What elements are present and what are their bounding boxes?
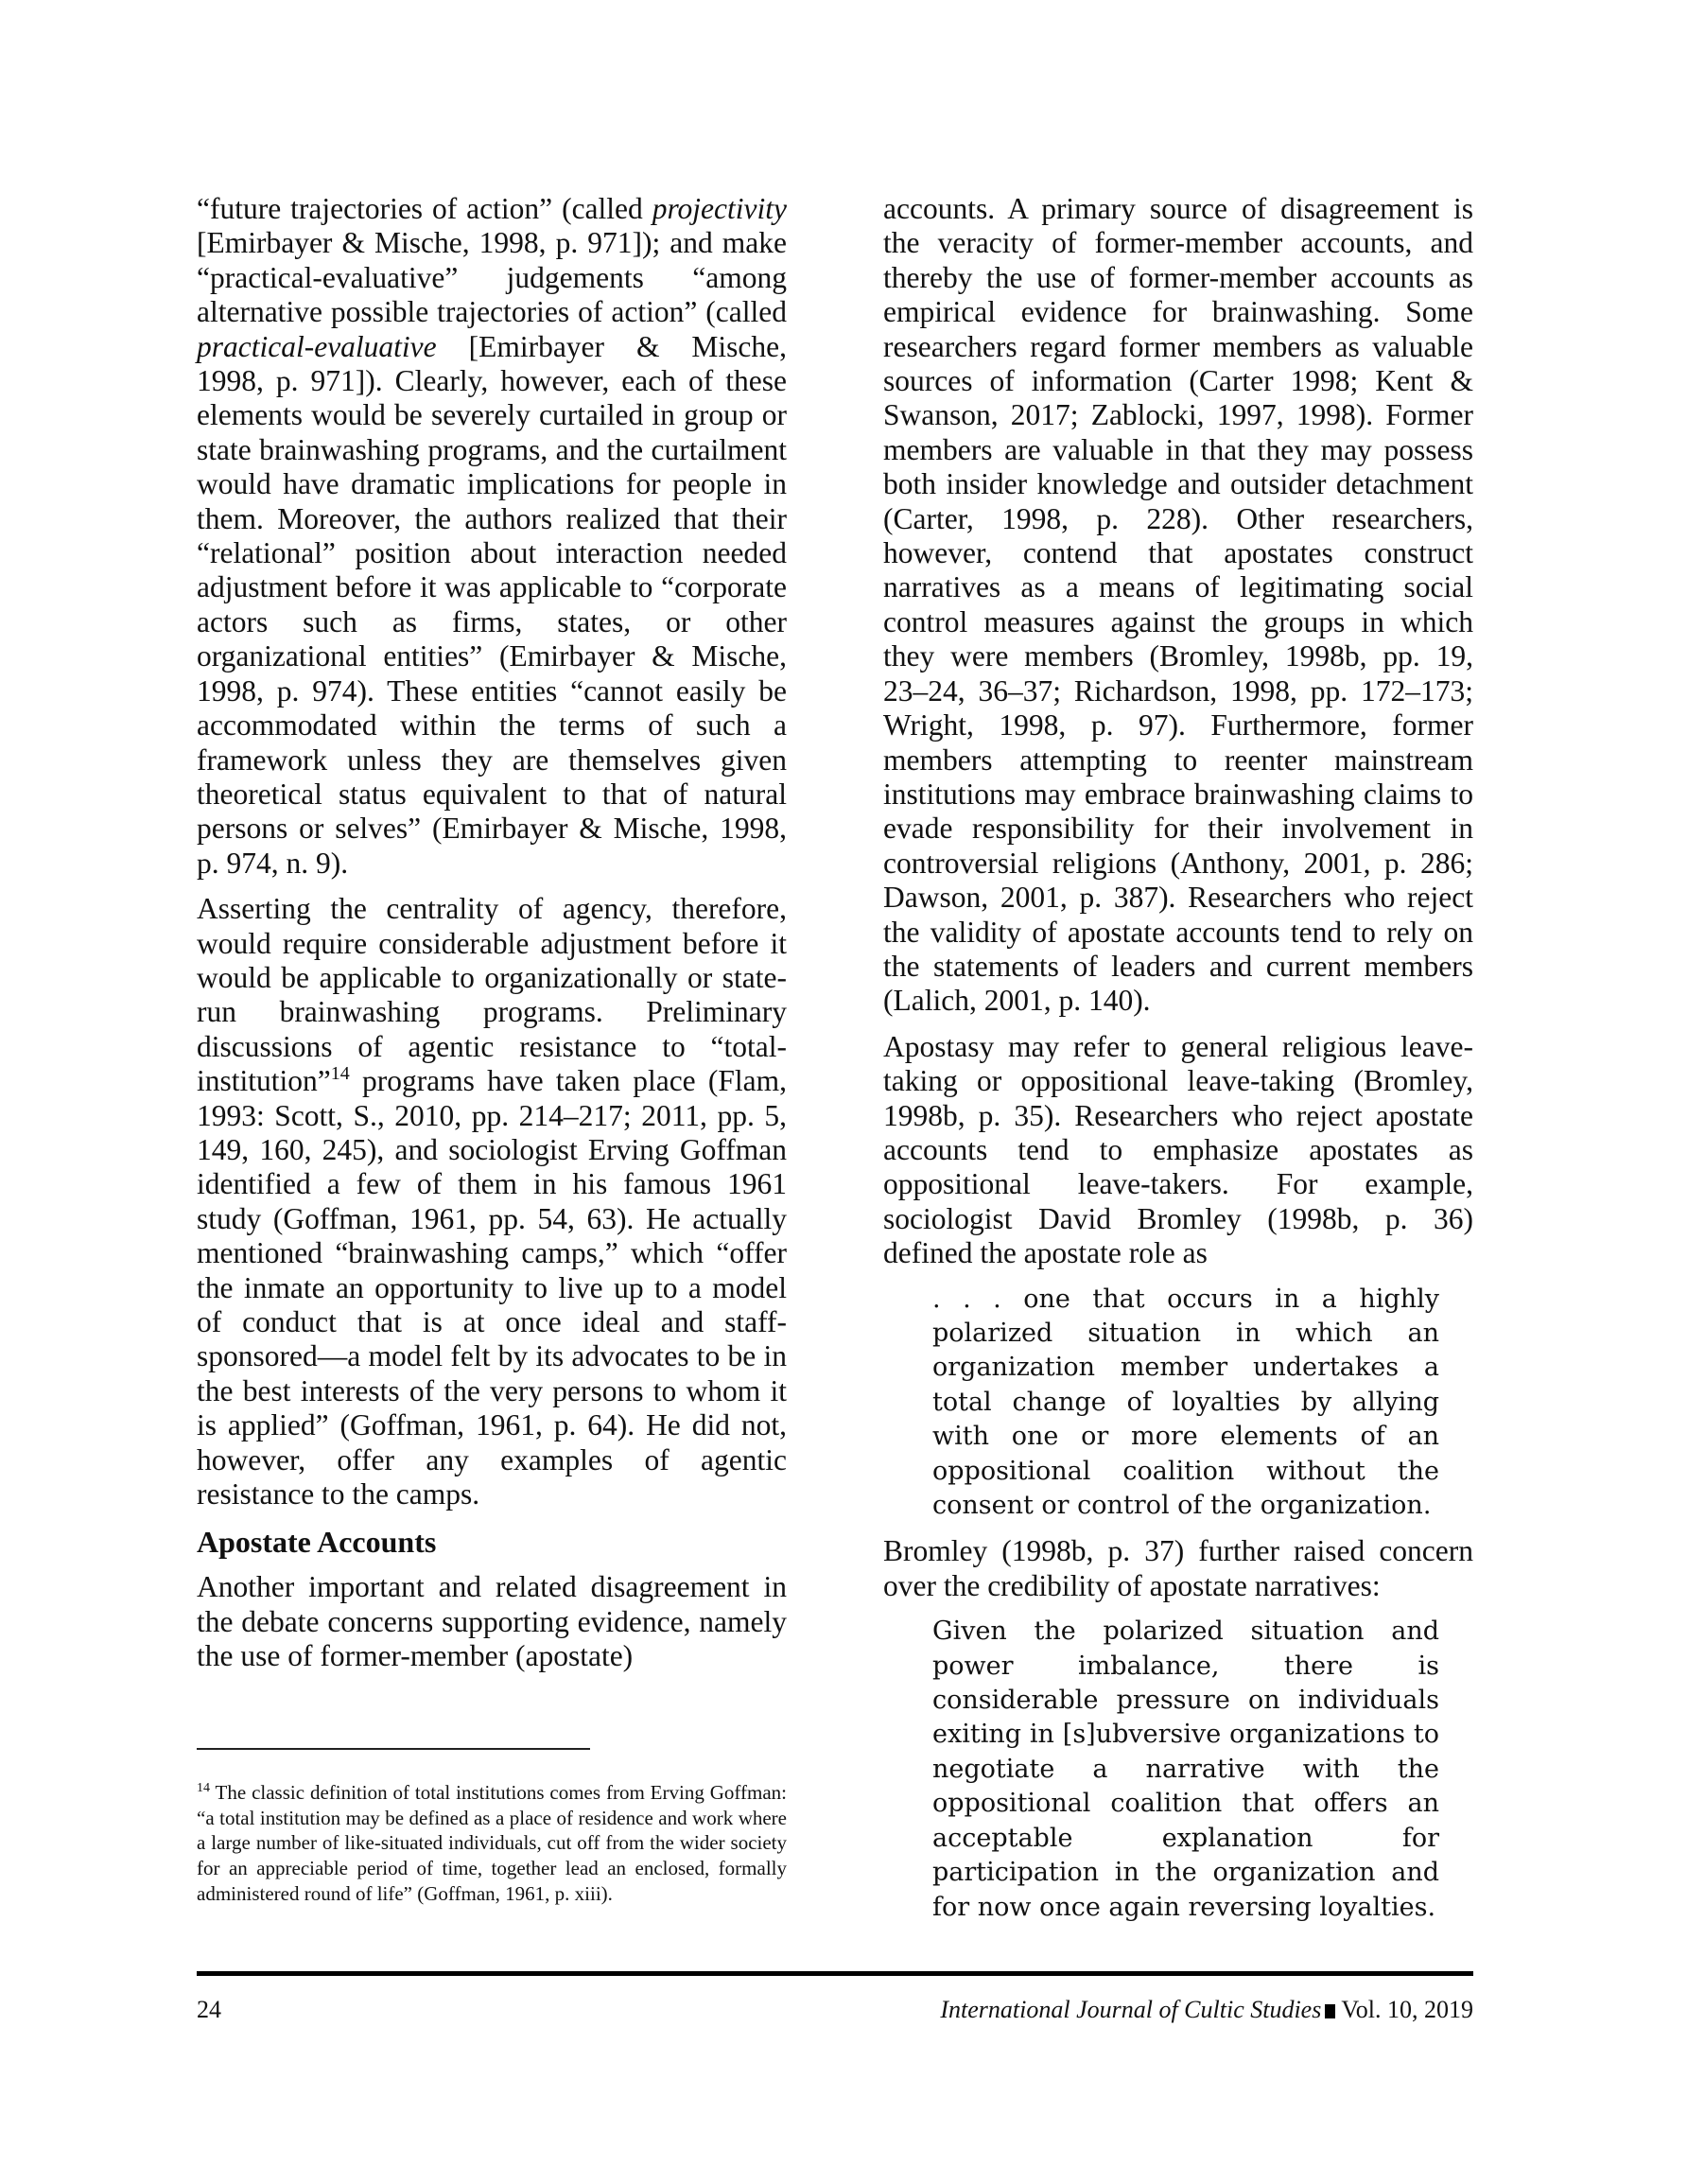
footnote <box>197 1780 787 1907</box>
paragraph: Another important and related disagreement in the debate concerns supporting evidence, namely the use of former-member (apostate) <box>197 1570 787 1673</box>
paragraph <box>197 192 787 881</box>
paragraph: accounts. A primary source of disagreement is the veracity of former-member accounts, and thereby the use of former-member accounts as empirical evidence for brainwashing. Some researchers regard former members as valuable sources of information (Carter 1998; Kent & Swanson, 2017; Zablocki, 1997, 1998). Former members are valuable in that they may possess both insider knowledge and outsider detachment (Carter, 1998, p. 228). Other researchers, however, contend that apostates construct narratives as a means of legitimating social control measures against the groups in which they were members (Bromley, 1998b, pp. 19, 23–24, 36–37; Richardson, 1998, pp. 172–173; Wright, 1998, p. 97). Furthermore, former members attempting to reenter mainstream institutions may embrace brainwashing claims to evade responsibility for their involvement in controversial religions (Anthony, 2001, p. 286; Dawson, 2001, p. 387). Researchers who reject the validity of apostate accounts tend to rely on the statements of leaders and current members (Lalich, 2001, p. 140). <box>883 192 1473 1018</box>
block-quote: . . . one that occurs in a highly polarized situation in which an organization member undertakes a total change of loyalties by allying with one or more elements of an oppositional coalition without the consent or control of the organization. <box>932 1284 1439 1521</box>
left-column <box>197 192 787 1686</box>
journal-title: International Journal of Cultic Studies <box>940 1996 1322 2023</box>
footer-rule <box>197 1971 1473 1976</box>
journal-footer <box>940 1996 1473 2024</box>
text-run: [Emirbayer & Mische, 1998, p. 971]); and make “practical-evaluative” judgements “among alternative possible trajectories of action” (called <box>197 226 787 329</box>
text-run: Asserting the centrality of agency, therefore, would require considerable adjustment before it would be applicable to organizationally or state-run brainwashing programs. Preliminary discussions of agentic resistance to “total-institution” <box>197 892 787 1098</box>
footnote-number: 14 <box>197 1781 210 1795</box>
volume-info: Vol. 10, 2019 <box>1341 1996 1473 2023</box>
right-column <box>883 192 1473 1936</box>
footnote-divider <box>197 1748 590 1750</box>
paragraph <box>197 892 787 1511</box>
italic-term: practical-evaluative <box>197 329 437 363</box>
footnote-ref[interactable]: 14 <box>330 1063 350 1085</box>
italic-term: projectivity <box>652 192 787 225</box>
text-run: [Emirbayer & Mische, 1998, p. 971]). Clearly, however, each of these elements would be severely curtailed in group or state brainwashing programs, and the curtailment would have dramatic implications for people in them. Moreover, the authors realized that their “relational” position about interaction needed adjustment before it was applicable to “corporate actors such as firms, states, or other organizational entities” (Emirbayer & Mische, 1998, p. 974). These entities “cannot easily be accommodated within the terms of such a framework unless they are themselves given theoretical status equivalent to that of natural persons or selves” (Emirbayer & Mische, 1998, p. 974, n. 9). <box>197 329 787 880</box>
square-bullet-icon <box>1325 2004 1335 2018</box>
paragraph: Apostasy may refer to general religious leave-taking or oppositional leave-taking (Bromley, 1998b, p. 35). Researchers who reject apostate accounts tend to emphasize apostates as oppositional leave-takers. For example, sociologist David Bromley (1998b, p. 36) defined the apostate role as <box>883 1029 1473 1270</box>
text-run: “future trajectories of action” (called <box>197 192 652 225</box>
page-number: 24 <box>197 1996 221 2023</box>
footnote-text: The classic definition of total institutions comes from Erving Goffman: “a total institution may be defined as a place of residence and work where a large number of like-situated individuals, cut off from the wider society for an appreciable period of time, together lead an enclosed, formally administered round of life” (Goffman, 1961, p. xiii). <box>197 1781 787 1905</box>
text-run: programs have taken place (Flam, 1993: Scott, S., 2010, pp. 214–217; 2011, pp. 5, 149, 160, 245), and sociologist Erving Goffman identified a few of them in his famous 1961 study (Goffman, 1961, pp. 54, 63). He actually mentioned “brainwashing camps,” which “offer the inmate an opportunity to live up to a model of conduct that is at once ideal and staff-sponsored—a model felt by its advocates to be in the best interests of the very persons to whom it is applied” (Goffman, 1961, p. 64). He did not, however, offer any examples of agentic resistance to the camps. <box>197 1064 787 1511</box>
block-quote: Given the polarized situation and power imbalance, there is considerable pressure on individuals exiting in [s]ubversive organizations to negotiate a narrative with the oppositional coalition that offers an acceptable explanation for participation in the organization and for now once again reversing loyalties. <box>932 1616 1439 1922</box>
paragraph: Bromley (1998b, p. 37) further raised concern over the credibility of apostate narratives: <box>883 1534 1473 1602</box>
section-heading: Apostate Accounts <box>197 1525 437 1560</box>
